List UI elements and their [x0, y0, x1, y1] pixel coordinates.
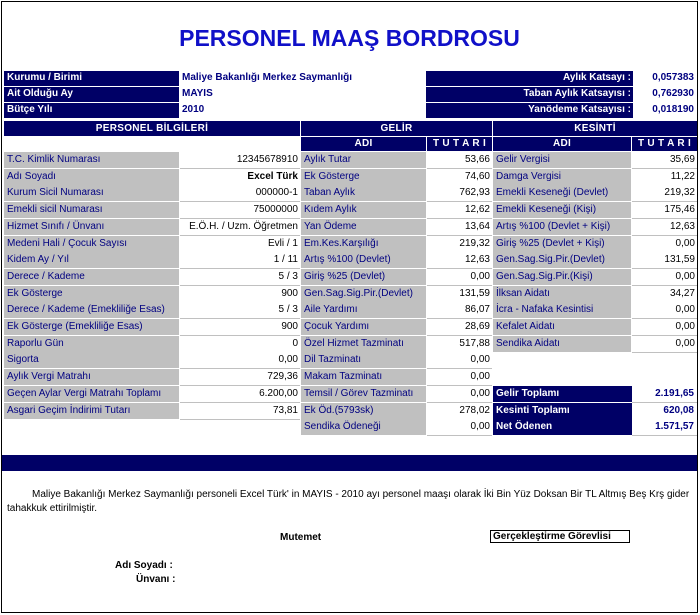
kesinti-tutari-header: T U T A R I — [632, 137, 697, 151]
gelir-value[interactable]: 0,00 — [427, 269, 492, 286]
kesinti-label: Gen.Sag.Sig.Pir.(Kişi) — [493, 269, 632, 286]
kesinti-label: Emekli Keseneği (Kişi) — [493, 202, 632, 219]
gelir-value[interactable]: 12,62 — [427, 202, 492, 219]
gelir-value[interactable]: 74,60 — [427, 169, 492, 186]
gelir-label: Dil Tazminatı — [301, 352, 427, 369]
gelir-label: Em.Kes.Karşılığı — [301, 236, 427, 253]
kesinti-label: Emekli Keseneği (Devlet) — [493, 185, 632, 202]
kesinti-value[interactable]: 175,46 — [632, 202, 697, 219]
kesinti-label: Artış %100 (Devlet + Kişi) — [493, 219, 632, 236]
personel-header: PERSONEL BİLGİLERİ — [4, 121, 300, 136]
kesinti-label: İcra - Nafaka Kesintisi — [493, 302, 632, 319]
gelir-value[interactable]: 12,63 — [427, 252, 492, 269]
gelir-label: Kıdem Aylık — [301, 202, 427, 219]
kesinti-value[interactable]: 12,63 — [632, 219, 697, 236]
personel-label: Hizmet Sınıfı / Ünvanı — [4, 219, 180, 236]
kesinti-label: Gelir Vergisi — [493, 152, 632, 169]
kurum-label: Kurumu / Birimi — [4, 71, 179, 86]
taban-katsayi-value[interactable]: 0,762930 — [633, 87, 697, 102]
kesinti-value[interactable]: 11,22 — [632, 169, 697, 186]
personel-value[interactable]: 729,36 — [180, 369, 300, 386]
total-value[interactable]: 1.571,57 — [632, 419, 697, 436]
gelir-label: Giriş %25 (Devlet) — [301, 269, 427, 286]
gelir-adi-header: ADI — [301, 137, 426, 151]
gelir-label: Aylık Tutar — [301, 152, 427, 169]
kesinti-label: Sendika Aidatı — [493, 336, 632, 353]
gelir-label: Gen.Sag.Sig.Pir.(Devlet) — [301, 286, 427, 303]
kesinti-label: Giriş %25 (Devlet + Kişi) — [493, 236, 632, 253]
kesinti-label: Damga Vergisi — [493, 169, 632, 186]
kesinti-value[interactable]: 0,00 — [632, 269, 697, 286]
yil-label: Bütçe Yılı — [4, 103, 179, 118]
gelir-value[interactable]: 0,00 — [427, 386, 492, 403]
personel-value[interactable]: 12345678910 — [180, 152, 300, 169]
personel-label: Emekli sicil Numarası — [4, 202, 180, 219]
kesinti-value[interactable]: 0,00 — [632, 336, 697, 353]
payroll-sheet — [1, 1, 698, 613]
gelir-value[interactable]: 0,00 — [427, 419, 492, 436]
yil-value[interactable]: 2010 — [179, 103, 426, 118]
gelir-value[interactable]: 131,59 — [427, 286, 492, 303]
personel-value[interactable]: 5 / 3 — [180, 269, 300, 286]
kurum-value[interactable]: Maliye Bakanlığı Merkez Saymanlığı — [179, 71, 426, 86]
kesinti-value[interactable]: 0,00 — [632, 236, 697, 253]
gelir-value[interactable]: 219,32 — [427, 236, 492, 253]
personel-value[interactable]: 900 — [180, 319, 300, 336]
ay-label: Ait Olduğu Ay — [4, 87, 179, 102]
kesinti-value[interactable]: 131,59 — [632, 252, 697, 269]
mutemet-label: Mutemet — [280, 532, 322, 543]
total-label: Net Ödenen — [493, 419, 632, 436]
total-label: Kesinti Toplamı — [493, 403, 632, 420]
tahakkuk-sentence: Maliye Bakanlığı Merkez Saymanlığı personeli Excel Türk' in MAYIS - 2010 ayı personel maaşı olarak İki Bin Yüz Doksan Bir TL Altmış Beş Krş gider tahakkuk ettirilmiştir. — [7, 489, 690, 514]
personel-value[interactable]: 0,00 — [180, 352, 300, 369]
gelir-label: Sendika Ödeneği — [301, 419, 427, 436]
gelir-label: Özel Hizmet Tazminatı — [301, 336, 427, 353]
personel-label: Geçen Aylar Vergi Matrahı Toplamı — [4, 386, 180, 403]
page-title: PERSONEL MAAŞ BORDROSU — [179, 25, 520, 51]
personel-label: Medeni Hali / Çocuk Sayısı — [4, 236, 180, 253]
personel-value[interactable]: 75000000 — [180, 202, 300, 219]
gelir-label: Taban Aylık — [301, 185, 427, 202]
taban-katsayi-label: Taban Aylık Katsayısı : — [426, 87, 633, 102]
personel-value[interactable]: 000000-1 — [180, 185, 300, 202]
gelir-label: Makam Tazminatı — [301, 369, 427, 386]
kesinti-adi-header: ADI — [493, 137, 631, 151]
kesinti-header: KESİNTİ — [493, 121, 697, 136]
kesinti-label: Gen.Sag.Sig.Pir.(Devlet) — [493, 252, 632, 269]
personel-label: Kurum Sicil Numarası — [4, 185, 180, 202]
personel-value[interactable]: 1 / 11 — [180, 252, 300, 269]
personel-label: Kidem Ay / Yıl — [4, 252, 180, 269]
yanodeme-katsayi-value[interactable]: 0,018190 — [633, 103, 697, 118]
gelir-value[interactable]: 0,00 — [427, 369, 492, 386]
personel-value[interactable]: Excel Türk — [180, 169, 300, 186]
personel-value[interactable]: 5 / 3 — [180, 302, 300, 319]
gelir-tutari-header: T U T A R I — [427, 137, 492, 151]
gelir-label: Çocuk Yardımı — [301, 319, 427, 336]
gelir-label: Yan Ödeme — [301, 219, 427, 236]
separator-bar — [2, 455, 697, 471]
personel-label: Sigorta — [4, 352, 180, 369]
personel-label: Aylık Vergi Matrahı — [4, 369, 180, 386]
gelir-label: Ek Öd.(5793sk) — [301, 403, 427, 420]
unvani-label: Ünvanı : — [136, 574, 176, 585]
gelir-value[interactable]: 278,02 — [427, 403, 492, 420]
personel-value[interactable]: 0 — [180, 336, 300, 353]
kesinti-value[interactable]: 35,69 — [632, 152, 697, 169]
personel-label: Raporlu Gün — [4, 336, 180, 353]
personel-label: Adı Soyadı — [4, 169, 180, 186]
adi-soyadi-label: Adı Soyadı : — [115, 560, 173, 571]
yanodeme-katsayi-label: Yanödeme Katsayısı : — [426, 103, 633, 118]
personel-label: Asgari Geçim İndirimi Tutarı — [4, 403, 180, 420]
personel-label: Derece / Kademe — [4, 269, 180, 286]
personel-value[interactable]: 73,81 — [180, 403, 300, 420]
kesinti-value[interactable]: 34,27 — [632, 286, 697, 303]
kesinti-label: Kefalet Aidatı — [493, 319, 632, 336]
gelir-value[interactable]: 86,07 — [427, 302, 492, 319]
personel-label: Derece / Kademe (Emekliliğe Esas) — [4, 302, 180, 319]
gelir-label: Artış %100 (Devlet) — [301, 252, 427, 269]
personel-value[interactable]: 900 — [180, 286, 300, 303]
gelir-value[interactable]: 762,93 — [427, 185, 492, 202]
gelir-label: Aile Yardımı — [301, 302, 427, 319]
personel-value[interactable]: Evli / 1 — [180, 236, 300, 253]
personel-label: Ek Gösterge (Emekliliğe Esas) — [4, 319, 180, 336]
gelir-label: Ek Gösterge — [301, 169, 427, 186]
gorevli-label[interactable]: Gerçekleştirme Görevlisi — [490, 530, 630, 543]
gelir-value[interactable]: 13,64 — [427, 219, 492, 236]
gelir-value[interactable]: 0,00 — [427, 352, 492, 369]
aylik-katsayi-value[interactable]: 0,057383 — [633, 71, 697, 86]
personel-label: T.C. Kimlik Numarası — [4, 152, 180, 169]
kesinti-label: İlksan Aidatı — [493, 286, 632, 303]
gelir-value[interactable]: 53,66 — [427, 152, 492, 169]
total-value[interactable]: 2.191,65 — [632, 386, 697, 403]
gelir-label: Temsil / Görev Tazminatı — [301, 386, 427, 403]
aylik-katsayi-label: Aylık Katsayı : — [426, 71, 633, 86]
kesinti-value[interactable]: 219,32 — [632, 185, 697, 202]
gelir-value[interactable]: 28,69 — [427, 319, 492, 336]
total-value[interactable]: 620,08 — [632, 403, 697, 420]
personel-value[interactable]: 6.200,00 — [180, 386, 300, 403]
personel-label: Ek Gösterge — [4, 286, 180, 303]
gelir-value[interactable]: 517,88 — [427, 336, 492, 353]
kesinti-value[interactable]: 0,00 — [632, 302, 697, 319]
total-label: Gelir Toplamı — [493, 386, 632, 403]
kesinti-value[interactable]: 0,00 — [632, 319, 697, 336]
personel-value[interactable]: E.Ö.H. / Uzm. Öğretmen — [180, 219, 300, 236]
ay-value[interactable]: MAYIS — [179, 87, 426, 102]
gelir-header: GELİR — [301, 121, 492, 136]
